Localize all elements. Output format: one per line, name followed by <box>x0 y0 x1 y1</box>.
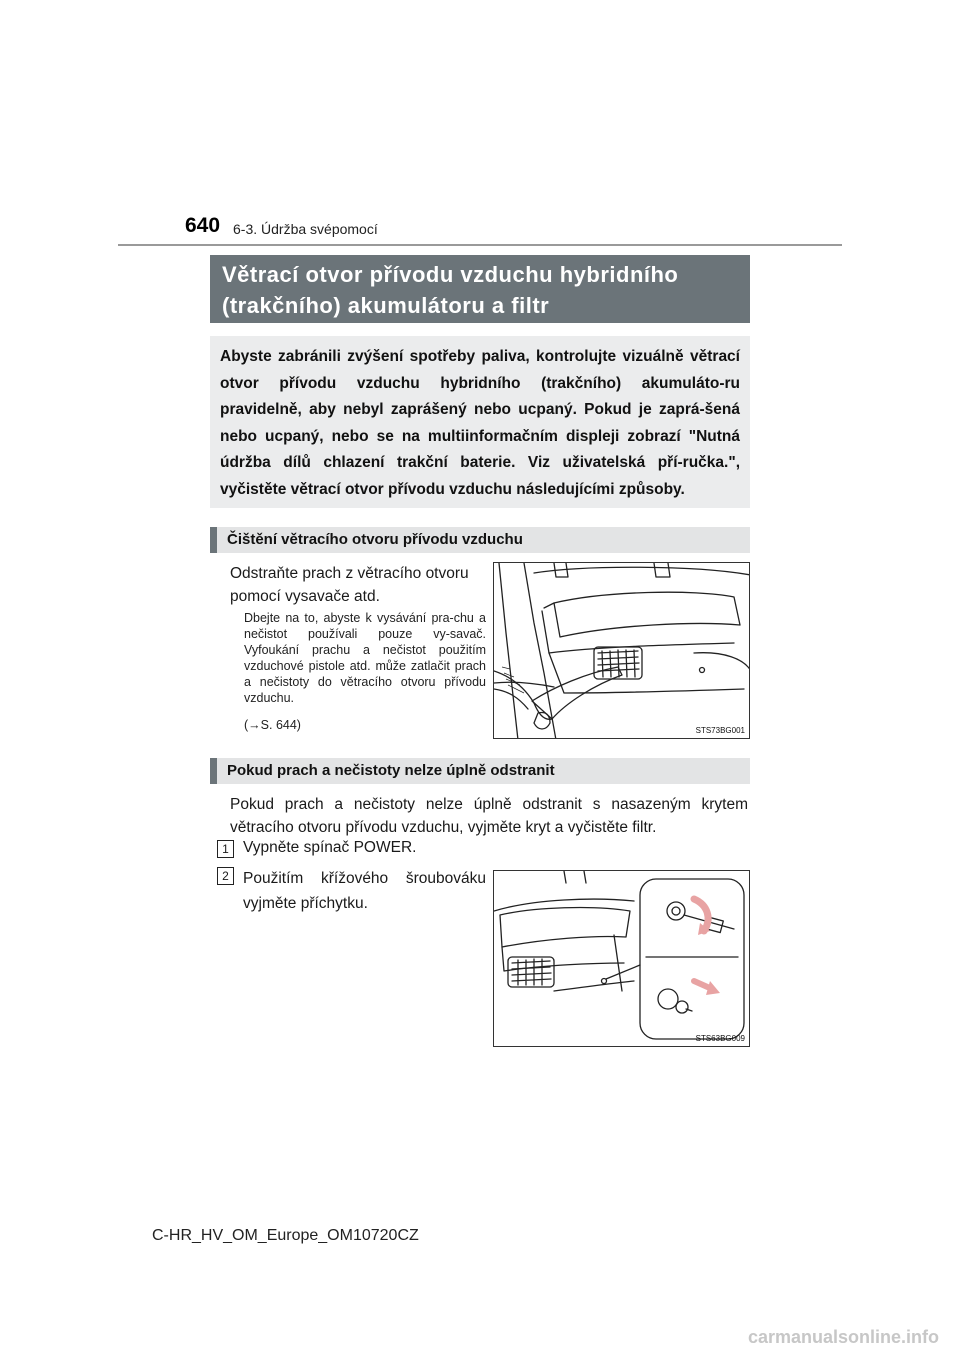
clip-removal-illustration <box>494 871 750 1047</box>
step-number-2: 2 <box>217 867 234 885</box>
intro-text: Abyste zabránili zvýšení spotřeby paliva, kontrolujte vizuálně větrací otvor přívodu vzduchu hybridního (trakčního) akumuláto-ru pravidelně, aby nebyl zaprášený nebo ucpaný. Pokud je zaprá-šená nebo ucpaný, nebo se na multiinformačním displeji zobrazí "Nutná údržba dílů chlazení trakční baterie. Viz uživatelská pří-ručka.", vyčistěte větrací otvor přívodu vzduchu následujícími způsoby. <box>220 348 740 498</box>
figure-vacuum-cleaning <box>493 562 750 739</box>
section1-page-reference: (→S. 644) <box>244 718 301 732</box>
step-1-text: Vypněte spínač POWER. <box>243 839 417 856</box>
figure2-code: STS63BG009 <box>695 1034 745 1043</box>
document-code: C-HR_HV_OM_Europe_OM10720CZ <box>152 1227 419 1244</box>
section2-body: Pokud prach a nečistoty nelze úplně odstranit s nasazeným krytem větracího otvoru přívodu vzduchu, vyjměte kryt a vyčistěte filtr. <box>230 796 748 836</box>
step-number-1: 1 <box>217 840 234 858</box>
step-2-text: Použitím křížového šroubováku vyjměte příchytku. <box>243 870 486 912</box>
page-number: 640 <box>185 214 221 237</box>
figure-clip-removal <box>493 870 750 1047</box>
page-title <box>210 255 750 323</box>
page-title-line-1: Větrací otvor přívodu vzduchu hybridního <box>222 262 679 287</box>
section1-body: Odstraňte prach z větracího otvoru pomocí vysavače atd. <box>230 565 469 605</box>
intro-box <box>210 336 750 508</box>
figure1-code: STS73BG001 <box>695 726 745 735</box>
section-heading-filter: Pokud prach a nečistoty nelze úplně odstranit <box>210 758 750 784</box>
header-divider <box>118 244 842 246</box>
section-heading-cleaning: Čištění větracího otvoru přívodu vzduchu <box>210 527 750 553</box>
section1-note: Dbejte na to, abyste k vysávání pra-chu a nečistot používali pouze vy-savač. Vyfoukání prachu a nečistot použitím vzduchové pistole atd. může zatlačit prach a nečistoty do větracího otvoru přívodu vzduchu. <box>244 611 486 705</box>
watermark: carmanualsonline.info <box>748 1327 940 1347</box>
vacuum-illustration <box>494 563 750 739</box>
page-title-line-2: (trakčního) akumulátoru a filtr <box>222 293 550 318</box>
section-reference: 6-3. Údržba svépomocí <box>233 221 378 237</box>
